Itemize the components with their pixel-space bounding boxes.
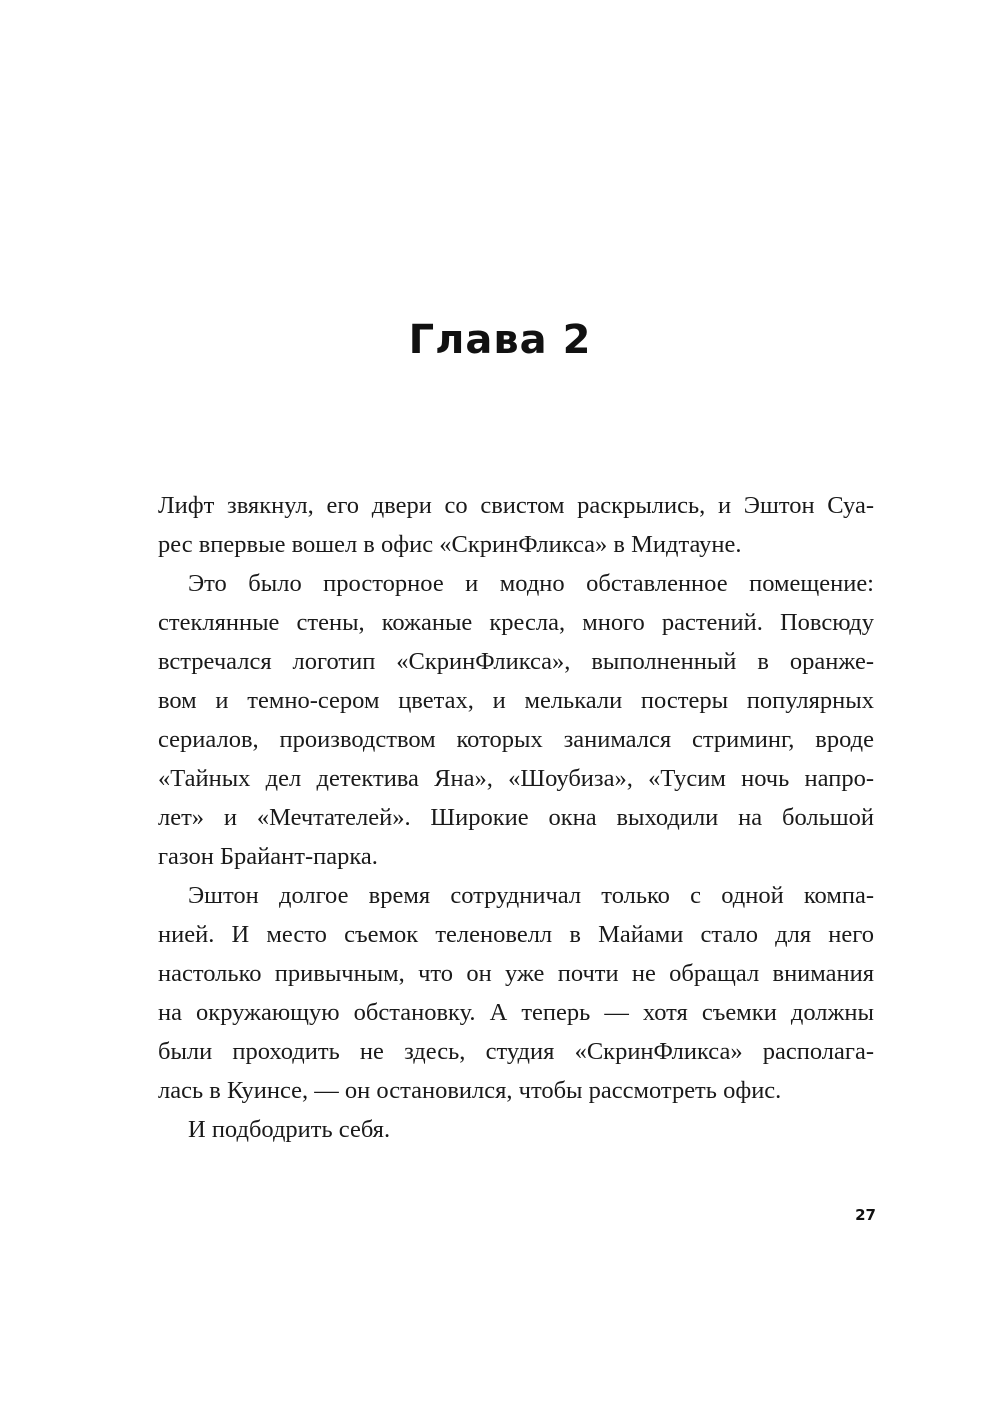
text-line: сериалов, производством которых занимался стриминг, вроде [158,726,874,753]
text-line: газон Брайант-парка. [158,843,378,870]
chapter-title: Глава 2 [408,317,592,363]
text-line: были проходить не здесь, студия «СкринФликса» располага- [158,1038,874,1065]
text-line: настолько привычным, что он уже почти не обращал внимания [158,960,874,987]
page-number: 27 [855,1206,876,1224]
text-line: Эштон долгое время сотрудничал только с одной компа- [188,882,874,909]
text-line: Это было просторное и модно обставленное помещение: [188,570,874,597]
text-line: рес впервые вошел в офис «СкринФликса» в Мидтауне. [158,531,742,558]
text-line: Лифт звякнул, его двери со свистом раскрылись, и Эштон Суа- [158,492,874,519]
text-line: нией. И место съемок теленовелл в Майами стало для него [158,921,874,948]
text-line: лет» и «Мечтателей». Широкие окна выходили на большой [158,804,874,831]
chapter-body [158,486,874,1149]
text-line: «Тайных дел детектива Яна», «Шоубиза», «Тусим ночь напро- [158,765,874,792]
text-line: И подбодрить себя. [188,1116,391,1143]
text-line: на окружающую обстановку. А теперь — хотя съемки должны [158,999,874,1026]
text-line: лась в Куинсе, — он остановился, чтобы рассмотреть офис. [158,1077,782,1104]
text-line: вом и темно-сером цветах, и мелькали постеры популярных [158,687,874,714]
text-line: стеклянные стены, кожаные кресла, много растений. Повсюду [158,609,874,636]
text-line: встречался логотип «СкринФликса», выполненный в оранже- [158,648,874,675]
